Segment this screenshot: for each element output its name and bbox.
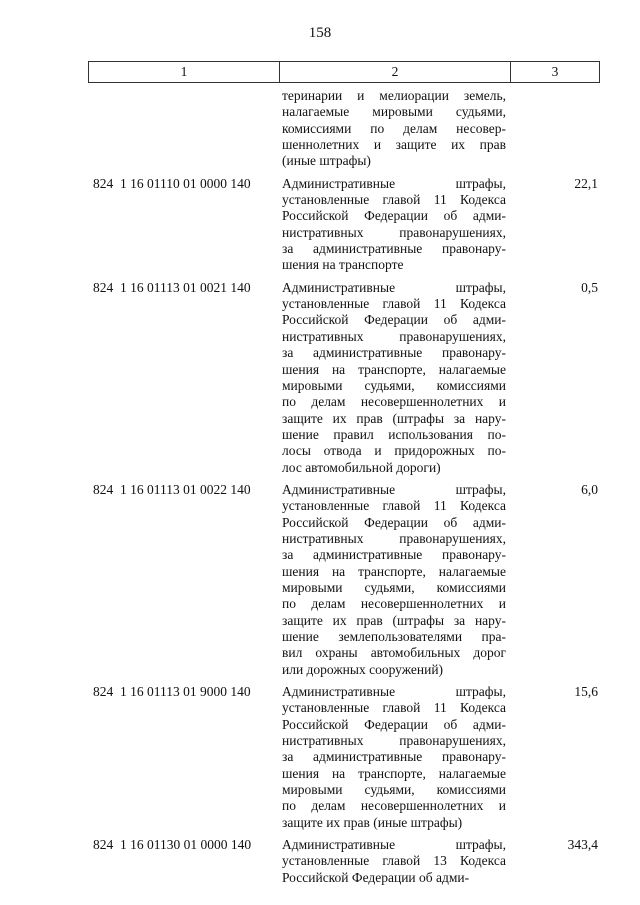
description-line: за административные правонару-	[282, 241, 506, 257]
column-header-3: 3	[551, 64, 559, 79]
description-line: Российской Федерации об адми-	[282, 312, 506, 328]
table-row	[88, 280, 600, 476]
description-line: нистративных правонарушениях,	[282, 224, 506, 240]
budget-code: 824 1 16 01110 01 0000 140	[93, 175, 251, 191]
table-row	[88, 88, 600, 170]
description-line: налагаемые мировыми судьями,	[282, 104, 506, 120]
description	[278, 88, 508, 170]
description-line: защите их прав (штрафы за нару-	[282, 410, 506, 426]
description-line: Административные штрафы,	[282, 684, 506, 700]
description-line: установленные главой 11 Кодекса	[282, 498, 506, 514]
description	[278, 280, 508, 476]
description-line: мировыми судьями, комиссиями	[282, 782, 506, 798]
description-line: за административные правонару-	[282, 547, 506, 563]
description-line: шеннолетних и защите их прав	[282, 137, 506, 153]
table-header	[88, 61, 600, 83]
column-header-1: 1	[89, 62, 280, 82]
description	[278, 482, 508, 678]
table-row	[88, 837, 600, 886]
description-line: Административные штрафы,	[282, 481, 506, 497]
description-line: по делам несовершеннолетних и	[282, 596, 506, 612]
description-line: установленные главой 13 Кодекса	[282, 853, 506, 869]
description-line: нистративных правонарушениях,	[282, 733, 506, 749]
description-line: Административные штрафы,	[282, 837, 506, 853]
budget-code: 824 1 16 01113 01 0021 140	[93, 279, 251, 295]
amount: 343,4	[567, 837, 598, 853]
amount	[508, 88, 600, 170]
description	[278, 837, 508, 886]
budget-code: 824 1 16 01130 01 0000 140	[93, 837, 252, 853]
table-row	[88, 176, 600, 274]
description-line: шения на транспорте, налагаемые	[282, 765, 506, 781]
description-line: мировыми судьями, комиссиями	[282, 579, 506, 595]
description-line: (иные штрафы)	[282, 153, 371, 169]
description-line: теринарии и мелиорации земель,	[282, 88, 506, 103]
description-line: установленные главой 11 Кодекса	[282, 700, 506, 716]
amount: 0,5	[581, 279, 598, 295]
description-line: по делам несовершеннолетних и	[282, 394, 506, 410]
description-line: установленные главой 11 Кодекса	[282, 192, 506, 208]
description-line: лос автомобильной дороги)	[282, 459, 441, 475]
description-line: Российской Федерации об адми-	[282, 869, 470, 885]
table-row	[88, 684, 600, 831]
description-line: Административные штрафы,	[282, 175, 506, 191]
description-line: мировыми судьями, комиссиями	[282, 377, 506, 393]
description	[278, 176, 508, 274]
description-line: вил охраны автомобильных дорог	[282, 645, 506, 661]
description-line: шения на транспорте, налагаемые	[282, 361, 506, 377]
description-line: нистративных правонарушениях,	[282, 530, 506, 546]
table-body	[88, 88, 600, 886]
description-line: Российской Федерации об адми-	[282, 716, 506, 732]
amount: 15,6	[574, 684, 598, 700]
description-line: за административные правонару-	[282, 345, 506, 361]
description-line: шение правил использования по-	[282, 426, 506, 442]
budget-code: 824 1 16 01113 01 0022 140	[93, 481, 251, 497]
budget-code: 824 1 16 01113 01 9000 140	[93, 684, 251, 700]
description-line: установленные главой 11 Кодекса	[282, 296, 506, 312]
description-line: защите их прав (иные штрафы)	[282, 814, 463, 830]
amount: 6,0	[581, 481, 598, 497]
description-line: за административные правонару-	[282, 749, 506, 765]
description-line: шения на транспорте	[282, 257, 404, 273]
description-line: лосы отвода и придорожных по-	[282, 443, 506, 459]
table-row	[88, 482, 600, 678]
amount: 22,1	[574, 175, 598, 191]
description-line: по делам несовершеннолетних и	[282, 798, 506, 814]
description-line: Российской Федерации об адми-	[282, 208, 506, 224]
description	[278, 684, 508, 831]
description-line: нистративных правонарушениях,	[282, 328, 506, 344]
description-line: или дорожных сооружений)	[282, 661, 444, 677]
budget-code	[88, 88, 278, 170]
description-line: комиссиями по делам несовер-	[282, 120, 506, 136]
page-number: 158	[308, 25, 332, 41]
description-line: шения на транспорте, налагаемые	[282, 563, 506, 579]
description-line: Административные штрафы,	[282, 279, 506, 295]
description-line: шение землепользователями пра-	[282, 629, 506, 644]
description-line: Российской Федерации об адми-	[282, 514, 506, 530]
column-header-2: 2	[280, 62, 511, 82]
description-line: защите их прав (штрафы за нару-	[282, 612, 506, 628]
